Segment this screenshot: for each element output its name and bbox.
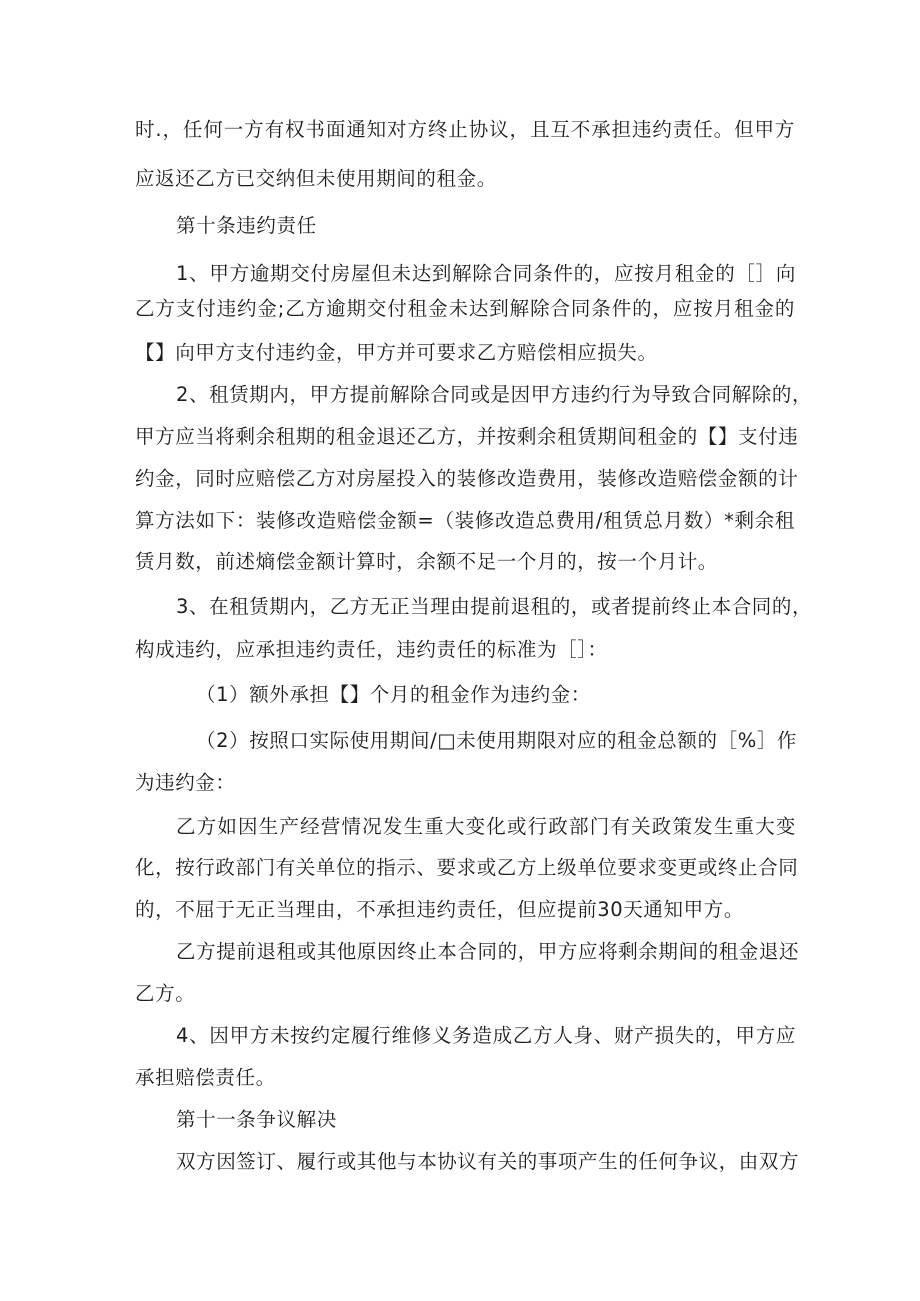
text-line: 乙方提前退租或其他原因终止本合同的，甲方应将剩余期间的租金退还 [176, 940, 800, 963]
text-line: 算方法如下：装修改造赔偿金额=（装修改造总费用/租赁总月数）*剩余租 [135, 509, 795, 532]
text-line: 的，不屈于无正当理由，不承担违约责任，但应提前30天通知甲方。 [135, 898, 744, 921]
text-line: 【】向甲方支付违约金，甲方并可要求乙方赔偿相应损失。 [135, 341, 658, 364]
section-heading: 第十条违约责任 [176, 214, 317, 237]
text-line: 1、甲方逾期交付房屋但未达到解除合同条件的，应按月租金的［］向 [176, 262, 796, 285]
text-line: 3、在租赁期内，乙方无正当理由提前退租的，或者提前终止本合同的， [176, 595, 813, 618]
text-line: 乙方。 [135, 982, 196, 1005]
text-line: 4、因甲方未按约定履行维修义务造成乙方人身、财产损失的，甲方应 [176, 1024, 796, 1047]
list-item: （1）额外承担【】个月的租金作为违约金： [196, 683, 591, 706]
text-line: 应返还乙方已交纳但未使用期间的租金。 [135, 167, 497, 190]
text-line: 为违约金： [135, 771, 236, 794]
text-line: 赁月数，前述熵偿金额计算时，余额不足一个月的，按一个月计。 [135, 550, 718, 573]
list-item: （2）按照口实际使用期间/□未使用期限对应的租金总额的［%］作 [196, 729, 798, 752]
text-line: 约金，同时应赔偿乙方对房屋投入的装修改造费用，装修改造赔偿金额的计 [135, 467, 799, 490]
text-line: 双方因签订、履行或其他与本协议有关的事项产生的任何争议，由双方 [176, 1150, 800, 1173]
text-line: 乙方支付违约金;乙方逾期交付租金未达到解除合同条件的，应按月租金的 [135, 297, 795, 320]
text-line: 承担赔偿责任。 [135, 1066, 276, 1089]
text-line: 2、租赁期内，甲方提前解除合同或是因甲方违约行为导致合同解除的， [176, 383, 813, 406]
text-line: 乙方如因生产经营情况发生重大变化或行政部门有关政策发生重大变 [176, 815, 796, 838]
text-line: 构成违约，应承担违约责任，违约责任的标准为［］： [135, 638, 608, 661]
text-line: 化，按行政部门有关单位的指示、要求或乙方上级单位要求变更或终止合同 [135, 856, 799, 879]
text-line: 甲方应当将剩余租期的租金退还乙方，并按剩余租赁期间租金的【】支付违 [135, 425, 799, 448]
text-line: 时.，任何一方有权书面通知对方终止协议，且互不承担违约责任。但甲方 [135, 118, 795, 141]
section-heading: 第十一条争议解决 [176, 1108, 337, 1131]
